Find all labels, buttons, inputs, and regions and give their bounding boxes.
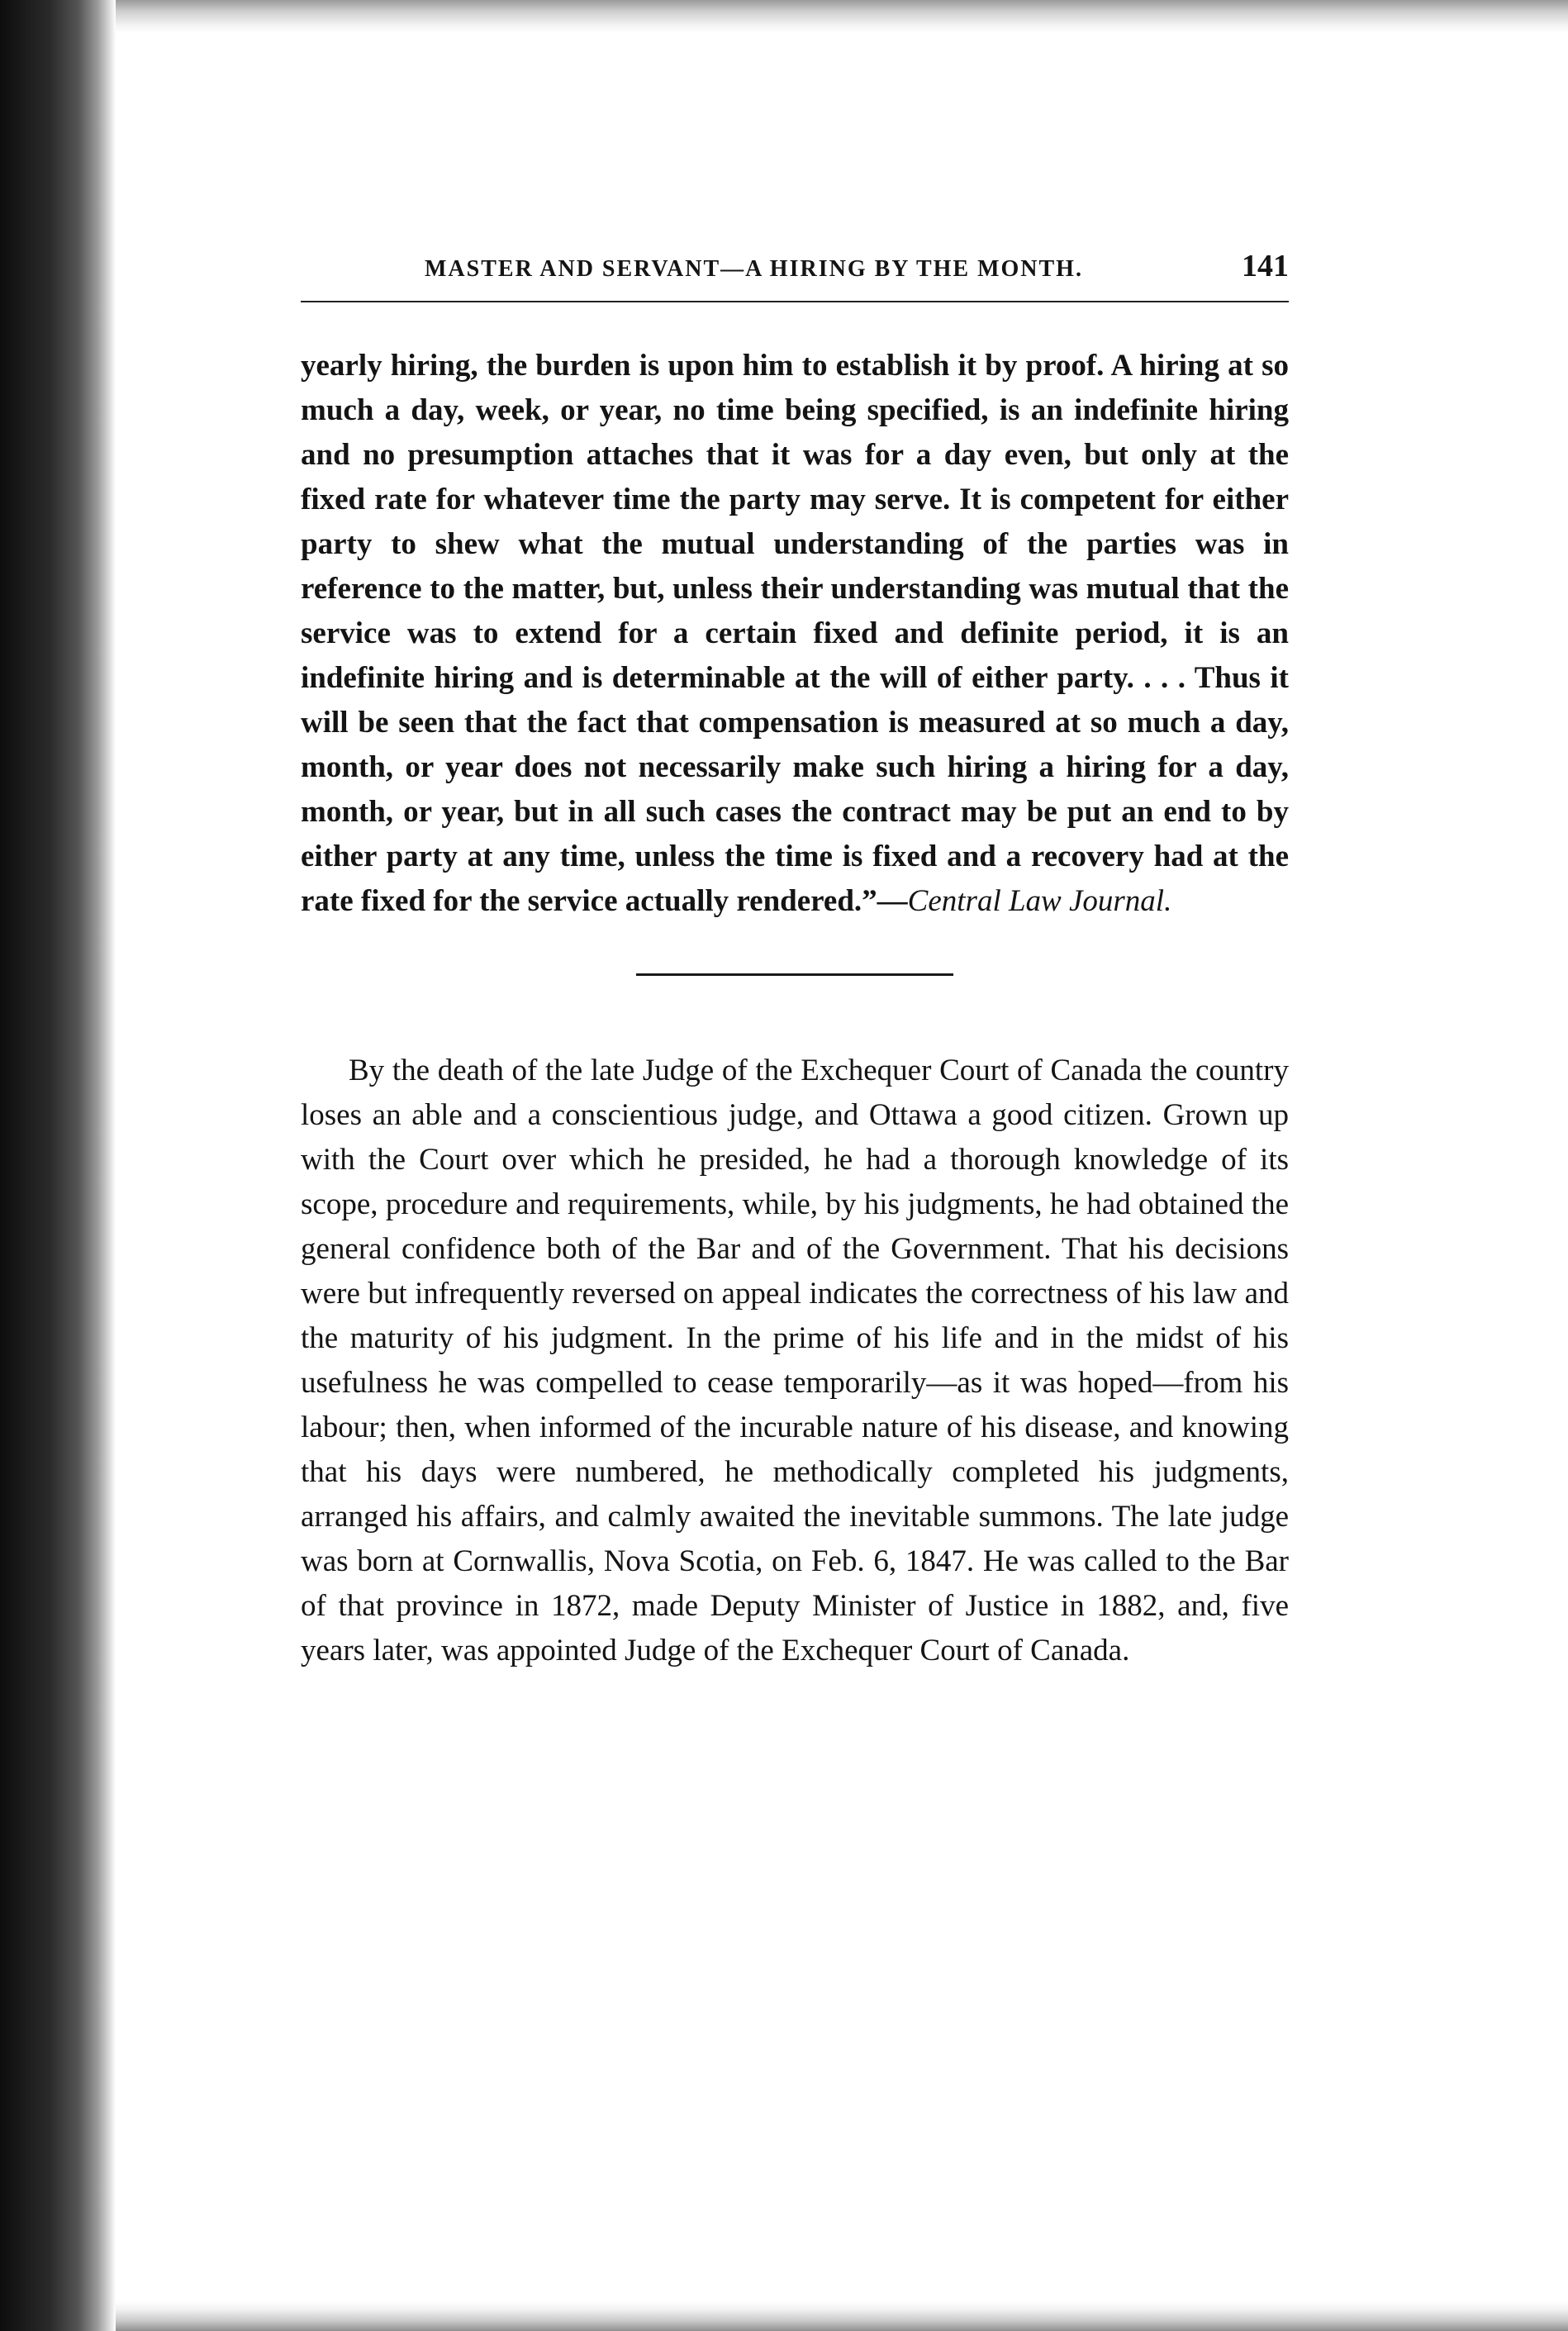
scan-shadow-bottom (116, 2301, 1568, 2331)
scan-shadow-left (0, 0, 116, 2331)
scan-shadow-top (116, 0, 1568, 33)
page-number: 141 (1242, 249, 1289, 283)
article-a-source: Central Law Journal. (907, 884, 1172, 918)
header-rule (301, 301, 1289, 302)
section-divider (636, 973, 953, 976)
article-a-paragraph (301, 344, 1289, 924)
running-head (301, 248, 1289, 294)
book-page (301, 248, 1289, 1673)
running-title: MASTER AND SERVANT—A HIRING BY THE MONTH. (425, 256, 1083, 282)
article-b-paragraph: By the death of the late Judge of the Exchequer Court of Canada the country loses an able and a conscientious judge, and Ottawa a good citizen. Grown up with the Court over which he presided, he had a thorough knowledge of its scope, procedure and requirements, while, by his judgments, he had obtained the general confidence both of the Bar and of the Government. That his decisions were but infrequently reversed on appeal indicates the correctness of his law and the maturity of his judgment. In the prime of his life and in the midst of his usefulness he was compelled to cease temporarily—as it was hoped—from his labour; then, when informed of the incurable nature of his disease, and knowing that his days were numbered, he methodically completed his judgments, arranged his affairs, and calmly awaited the inevitable summons. The late judge was born at Cornwallis, Nova Scotia, on Feb. 6, 1847. He was called to the Bar of that province in 1872, made Deputy Minister of Justice in 1882, and, five years later, was appointed Judge of the Exchequer Court of Canada. (301, 1054, 1289, 1667)
article-a-body: yearly hiring, the burden is upon him to establish it by proof. A hiring at so much a day, week, or year, no time being specified, is an indefinite hiring and no presumption attaches that it was for a day even, but only at the fixed rate for whatever time the party may serve. It is competent for either party to shew what the mutual understanding of the parties was in reference to the matter, but, unless their understanding was mutual that the service was to extend for a certain fixed and definite period, it is an indefinite hiring and is determinable at the will of either party. . . . Thus it will be seen that the fact that compensation is measured at so much a day, month, or year does not necessarily make such hiring a hiring for a day, month, or year, but in all such cases the contract may be put an end to by either party at any time, unless the time is fixed and a recovery had at the rate fixed for the service actually rendered.”— (301, 349, 1289, 918)
